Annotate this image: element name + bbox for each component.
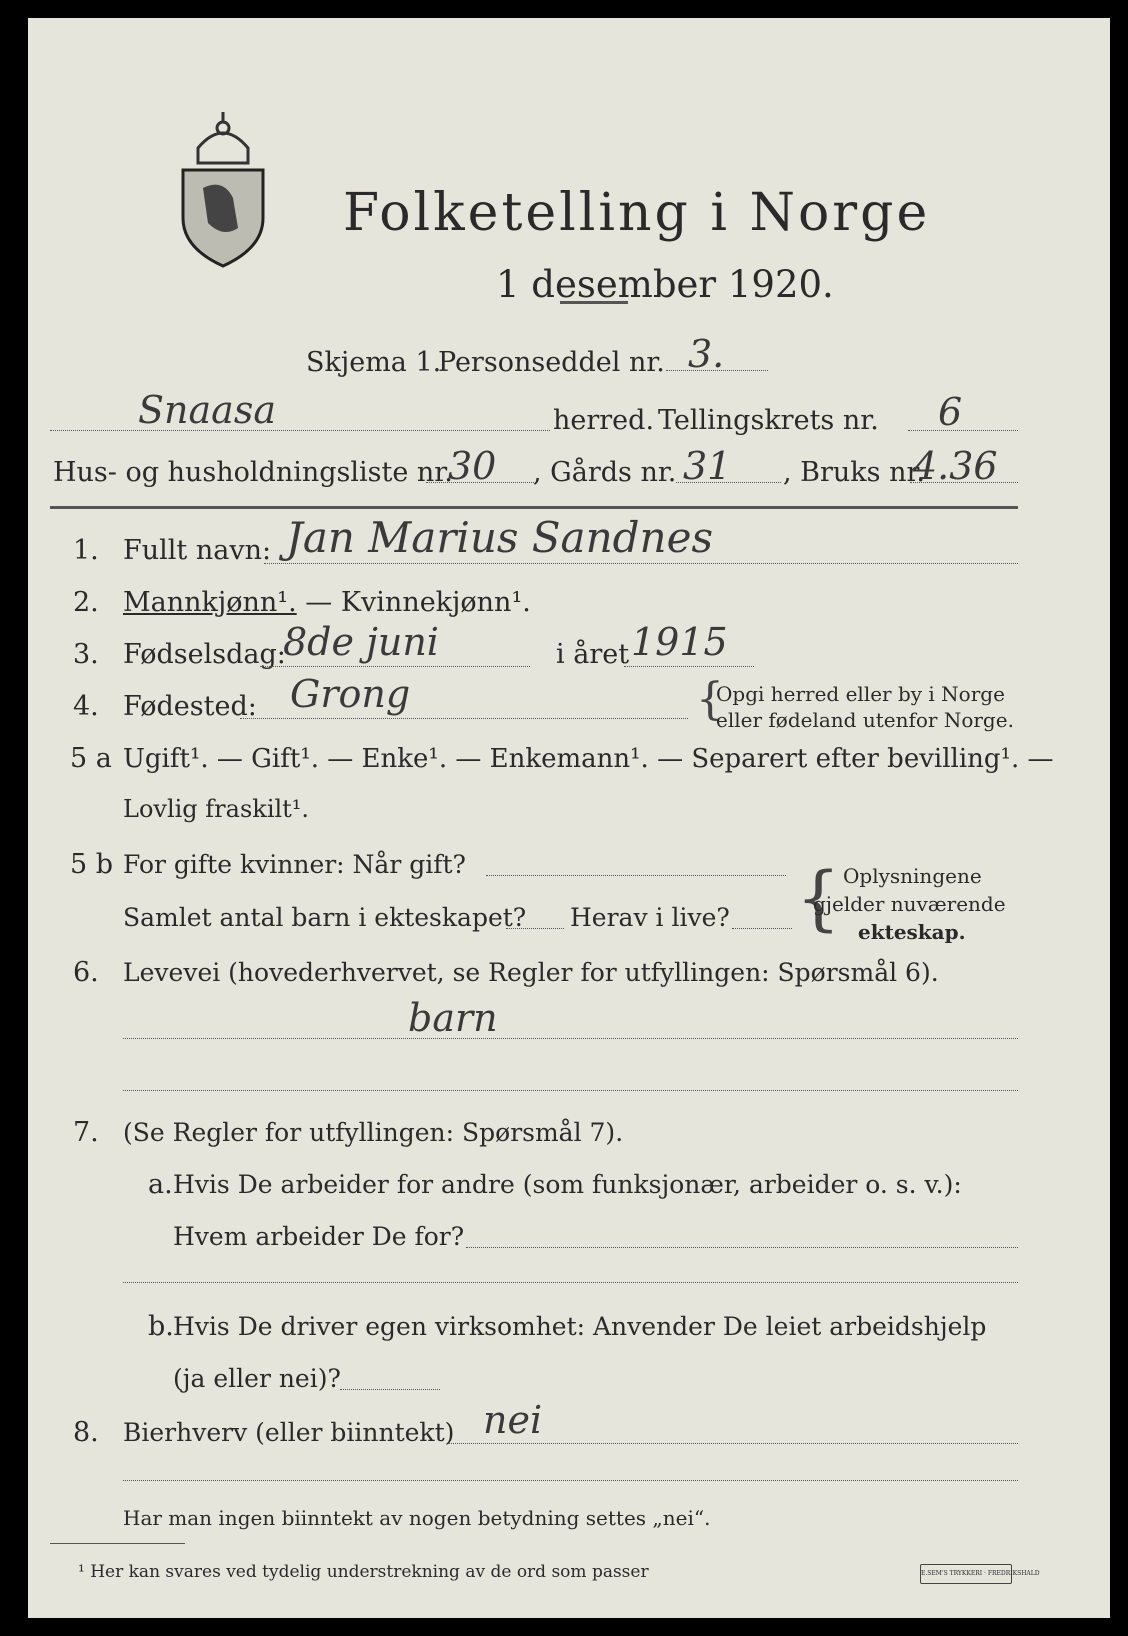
q2-male: Mannkjønn¹. <box>123 587 297 618</box>
q8-line <box>448 1443 1018 1444</box>
q8-number: 8. <box>73 1417 99 1448</box>
form-date: 1 desember 1920. <box>496 263 834 306</box>
q5a-options: Ugift¹. — Gift¹. — Enke¹. — Enkemann¹. — Separert efter bevilling¹. — <box>123 744 1054 774</box>
q1-label: Fullt navn: <box>123 535 272 566</box>
q7b-number: b. <box>148 1311 174 1342</box>
herred-value: Snaasa <box>138 388 276 432</box>
q5b-note-2: gjelder nuværende <box>813 892 1006 916</box>
personseddel-label: Personseddel nr. <box>438 347 665 378</box>
herred-label: herred. <box>553 405 655 436</box>
q5a-options-2: Lovlig fraskilt¹. <box>123 795 310 823</box>
q6-line-2 <box>123 1090 1018 1091</box>
q4-line <box>240 718 688 719</box>
footnote-divider <box>50 1543 185 1544</box>
coat-of-arms-icon <box>178 108 268 268</box>
skjema-label: Skjema 1. <box>306 347 442 378</box>
herred-line <box>50 430 550 431</box>
q7-number: 7. <box>73 1117 99 1148</box>
q8-value: nei <box>483 1398 543 1442</box>
q6-label: Levevei (hovederhvervet, se Regler for utfyllingen: Spørsmål 6). <box>123 958 939 987</box>
q7b-line-2: (ja eller nei)? <box>173 1364 341 1393</box>
q5b-herav: Herav i live? <box>570 903 730 932</box>
q5b-children-line <box>506 928 564 929</box>
q7-label: (Se Regler for utfyllingen: Spørsmål 7). <box>123 1118 624 1147</box>
gards-value: 31 <box>683 444 732 488</box>
q7a-line-2: Hvem arbeider De for? <box>173 1222 465 1251</box>
q7a-line <box>466 1247 1018 1248</box>
q2-female: — Kvinnekjønn¹. <box>296 587 531 618</box>
tellingskrets-label: Tellingskrets nr. <box>658 405 879 436</box>
q4-brace: { <box>696 674 724 725</box>
q1-line <box>264 563 1018 564</box>
q6-value: barn <box>408 996 498 1040</box>
q4-value: Grong <box>290 672 411 716</box>
q4-note-1: Opgi herred eller by i Norge <box>716 682 1005 706</box>
title-divider <box>560 301 628 304</box>
q3-year-label: i året <box>556 639 630 670</box>
q7b-line-1: Hvis De driver egen virksomhet: Anvender De leiet arbeidshjelp <box>173 1312 987 1341</box>
q6-line-1 <box>123 1038 1018 1039</box>
hus-value: 30 <box>448 444 497 488</box>
q3-line <box>260 666 530 667</box>
q5b-alive-line <box>732 928 792 929</box>
q6-number: 6. <box>73 957 99 988</box>
q5b-brace: { <box>796 857 841 939</box>
gards-label: , Gårds nr. <box>533 457 677 488</box>
q5b-note-1: Oplysningene <box>843 864 982 888</box>
q5b-line-2: Samlet antal barn i ekteskapet? <box>123 903 527 932</box>
personseddel-value: 3. <box>688 332 725 376</box>
header-divider <box>50 506 1018 509</box>
q7a-number: a. <box>148 1169 173 1200</box>
q3-value: 8de juni <box>283 620 439 664</box>
q7a-line-extra <box>123 1282 1018 1283</box>
q4-number: 4. <box>73 691 99 722</box>
bruks-label: , Bruks nr. <box>783 457 926 488</box>
q5b-line-1: For gifte kvinner: Når gift? <box>123 850 466 879</box>
q4-label: Fødested: <box>123 691 257 722</box>
q5b-married-line <box>486 875 786 876</box>
census-form <box>28 18 1110 1618</box>
q3-number: 3. <box>73 639 99 670</box>
q8-line-extra <box>123 1480 1018 1481</box>
q1-number: 1. <box>73 535 99 566</box>
q3-year-line <box>624 666 754 667</box>
bruks-value: 4.36 <box>913 444 998 488</box>
q2-number: 2. <box>73 587 99 618</box>
q1-value: Jan Marius Sandnes <box>286 513 713 562</box>
hus-label: Hus- og husholdningsliste nr. <box>53 457 453 488</box>
tellingskrets-value: 6 <box>938 390 963 434</box>
q7a-line-1: Hvis De arbeider for andre (som funksjonær, arbeider o. s. v.): <box>173 1170 962 1199</box>
q3-year-value: 1915 <box>631 620 728 664</box>
q5b-number: 5 b <box>70 849 114 880</box>
q2-options <box>123 588 531 618</box>
q5b-note-3: ekteskap. <box>858 920 966 944</box>
q5a-number: 5 a <box>70 743 112 774</box>
q8-label: Bierhverv (eller biinntekt) <box>123 1418 455 1447</box>
q7b-line <box>340 1389 440 1390</box>
form-title: Folketelling i Norge <box>343 183 931 243</box>
tellingskrets-line <box>908 430 1018 431</box>
footnote: ¹ Her kan svares ved tydelig understrekning av de ord som passer <box>78 1562 649 1582</box>
q3-label: Fødselsdag: <box>123 639 286 670</box>
footer-note: Har man ingen biinntekt av nogen betydning settes „nei“. <box>123 1506 711 1530</box>
q4-note-2: eller fødeland utenfor Norge. <box>716 708 1014 732</box>
printer-stamp: E.SEM'S TRYKKERI · FREDRIKSHALD <box>920 1564 1012 1584</box>
